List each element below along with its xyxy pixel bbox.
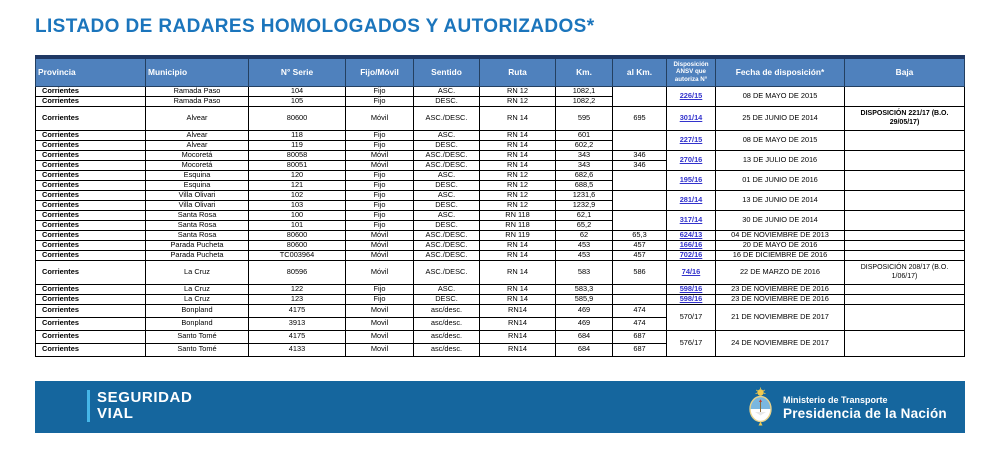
table-cell bbox=[667, 106, 716, 130]
column-header: Fecha de disposición* bbox=[716, 57, 845, 86]
ministry-label: Ministerio de Transporte bbox=[783, 394, 888, 405]
table-cell: Corrientes bbox=[36, 106, 146, 130]
column-header: Km. bbox=[556, 57, 613, 86]
table-cell: Santo Tomé bbox=[146, 343, 249, 356]
table-cell: RN 118 bbox=[480, 220, 556, 230]
table-cell: 4175 bbox=[249, 304, 346, 317]
table-cell: 682,6 bbox=[556, 170, 613, 180]
table-cell bbox=[845, 284, 965, 294]
table-cell: 13 DE JUNIO DE 2014 bbox=[716, 190, 845, 210]
table-cell: 474 bbox=[613, 317, 667, 330]
table-cell: 103 bbox=[249, 200, 346, 210]
table-cell bbox=[667, 210, 716, 230]
table-cell bbox=[613, 210, 667, 230]
disposition-link[interactable]: 270/16 bbox=[679, 154, 703, 164]
table-cell: Móvil bbox=[346, 240, 414, 250]
disposition-link[interactable]: 227/15 bbox=[679, 134, 703, 144]
table-cell: 08 DE MAYO DE 2015 bbox=[716, 130, 845, 150]
table-cell: 1082,2 bbox=[556, 96, 613, 106]
disposition-link[interactable]: 317/14 bbox=[679, 214, 703, 224]
table-cell: 343 bbox=[556, 160, 613, 170]
table-cell: ASC./DESC. bbox=[414, 230, 480, 240]
table-cell: RN14 bbox=[480, 317, 556, 330]
table-cell: 469 bbox=[556, 317, 613, 330]
table-row bbox=[36, 230, 965, 240]
table-cell: Móvil bbox=[346, 230, 414, 240]
column-header: N° Serie bbox=[249, 57, 346, 86]
table-cell: RN 14 bbox=[480, 240, 556, 250]
table-cell: Ramada Paso bbox=[146, 86, 249, 96]
table-cell: 602,2 bbox=[556, 140, 613, 150]
table-cell: Santo Tomé bbox=[146, 330, 249, 343]
table-cell: RN 14 bbox=[480, 140, 556, 150]
disposition-link[interactable]: 598/16 bbox=[679, 284, 703, 293]
table-cell bbox=[667, 260, 716, 284]
table-cell: Móvil bbox=[346, 150, 414, 160]
table-cell bbox=[845, 86, 965, 106]
table-cell: 119 bbox=[249, 140, 346, 150]
column-header: Provincia bbox=[36, 57, 146, 86]
table-cell: ASC./DESC. bbox=[414, 260, 480, 284]
table-cell: 62 bbox=[556, 230, 613, 240]
table-cell: 101 bbox=[249, 220, 346, 230]
table-cell: Corrientes bbox=[36, 96, 146, 106]
table-cell bbox=[613, 190, 667, 210]
table-cell bbox=[613, 170, 667, 190]
disposition-link[interactable]: 195/16 bbox=[679, 174, 703, 184]
table-cell: Santa Rosa bbox=[146, 210, 249, 220]
table-cell: 4133 bbox=[249, 343, 346, 356]
table-cell bbox=[667, 284, 716, 294]
table-cell: DESC. bbox=[414, 200, 480, 210]
column-header: Ruta bbox=[480, 57, 556, 86]
table-cell: 684 bbox=[556, 330, 613, 343]
table-cell: Alvear bbox=[146, 130, 249, 140]
table-cell: 80600 bbox=[249, 240, 346, 250]
table-cell: 23 DE NOVIEMBRE DE 2016 bbox=[716, 294, 845, 304]
table-cell: 457 bbox=[613, 250, 667, 260]
brand-accent-bar bbox=[87, 390, 90, 422]
table-cell bbox=[667, 130, 716, 150]
table-cell: Alvear bbox=[146, 106, 249, 130]
table-cell bbox=[845, 230, 965, 240]
table-cell: RN 14 bbox=[480, 294, 556, 304]
table-cell: Corrientes bbox=[36, 284, 146, 294]
table-cell: 684 bbox=[556, 343, 613, 356]
table-cell: RN 119 bbox=[480, 230, 556, 240]
table-cell: Bonpland bbox=[146, 304, 249, 317]
table-cell: Esquina bbox=[146, 180, 249, 190]
table-cell: 3913 bbox=[249, 317, 346, 330]
table-cell: DESC. bbox=[414, 294, 480, 304]
table-cell: RN 12 bbox=[480, 86, 556, 96]
table-cell: Corrientes bbox=[36, 260, 146, 284]
table-cell: Fijo bbox=[346, 294, 414, 304]
table-cell: DESC. bbox=[414, 140, 480, 150]
table-row bbox=[36, 210, 965, 220]
table-cell: RN 14 bbox=[480, 130, 556, 140]
table-cell: RN14 bbox=[480, 343, 556, 356]
table-cell: Mocoretá bbox=[146, 150, 249, 160]
table-cell: Mocoretá bbox=[146, 160, 249, 170]
table-cell: ASC./DESC. bbox=[414, 240, 480, 250]
table-cell: Villa Olivari bbox=[146, 200, 249, 210]
table-cell: Corrientes bbox=[36, 294, 146, 304]
table-cell: Santa Rosa bbox=[146, 220, 249, 230]
table-cell bbox=[667, 190, 716, 210]
table-row bbox=[36, 150, 965, 160]
table-cell: 576/17 bbox=[667, 330, 716, 356]
table-cell: 120 bbox=[249, 170, 346, 180]
disposition-link[interactable]: 598/16 bbox=[679, 294, 703, 303]
table-cell: 08 DE MAYO DE 2015 bbox=[716, 86, 845, 106]
table-row bbox=[36, 170, 965, 180]
column-header: Disposición ANSV que autoriza N° bbox=[667, 57, 716, 86]
table-cell: 104 bbox=[249, 86, 346, 96]
table-row bbox=[36, 240, 965, 250]
table-cell bbox=[845, 240, 965, 250]
footer-bar bbox=[35, 381, 965, 433]
table-row bbox=[36, 250, 965, 260]
table-cell: La Cruz bbox=[146, 284, 249, 294]
table-cell: RN 14 bbox=[480, 160, 556, 170]
table-cell: 1082,1 bbox=[556, 86, 613, 96]
table-cell bbox=[613, 294, 667, 304]
disposition-link[interactable]: 281/14 bbox=[679, 194, 703, 204]
table-cell: ASC./DESC. bbox=[414, 150, 480, 160]
brand-line-2: VIAL bbox=[97, 405, 134, 422]
table-cell: 583 bbox=[556, 260, 613, 284]
table-cell: Fijo bbox=[346, 210, 414, 220]
table-cell: Corrientes bbox=[36, 180, 146, 190]
table-cell: Corrientes bbox=[36, 220, 146, 230]
table-cell: 100 bbox=[249, 210, 346, 220]
table-cell bbox=[667, 86, 716, 106]
table-cell: Fijo bbox=[346, 170, 414, 180]
table-cell: Parada Pucheta bbox=[146, 240, 249, 250]
table-cell: asc/desc. bbox=[414, 317, 480, 330]
table-cell: Corrientes bbox=[36, 343, 146, 356]
table-row bbox=[36, 284, 965, 294]
table-cell: 80596 bbox=[249, 260, 346, 284]
table-cell: 13 DE JULIO DE 2016 bbox=[716, 150, 845, 170]
table-cell: Móvil bbox=[346, 260, 414, 284]
table-body bbox=[36, 86, 965, 356]
table-cell: Corrientes bbox=[36, 86, 146, 96]
table-cell bbox=[845, 150, 965, 170]
table-row bbox=[36, 190, 965, 200]
table-cell: 01 DE JUNIO DE 2016 bbox=[716, 170, 845, 190]
table-cell bbox=[845, 190, 965, 210]
table-cell bbox=[845, 294, 965, 304]
table-cell: 80600 bbox=[249, 230, 346, 240]
table-cell: RN 12 bbox=[480, 180, 556, 190]
column-header: al Km. bbox=[613, 57, 667, 86]
table-cell: 04 DE NOVIEMBRE DE 2013 bbox=[716, 230, 845, 240]
table-cell: 453 bbox=[556, 240, 613, 250]
table-cell: 23 DE NOVIEMBRE DE 2016 bbox=[716, 284, 845, 294]
table-cell: 65,2 bbox=[556, 220, 613, 230]
table-cell: 583,3 bbox=[556, 284, 613, 294]
table-cell bbox=[667, 250, 716, 260]
table-header bbox=[36, 57, 965, 86]
government-identity bbox=[747, 387, 947, 428]
table-cell: ASC. bbox=[414, 190, 480, 200]
disposition-link[interactable]: 702/16 bbox=[679, 250, 703, 259]
table-cell: 4175 bbox=[249, 330, 346, 343]
table-cell: Santa Rosa bbox=[146, 230, 249, 240]
table-cell: 80600 bbox=[249, 106, 346, 130]
table-cell: Fijo bbox=[346, 96, 414, 106]
table-cell bbox=[845, 170, 965, 190]
column-header: Fijo/Móvil bbox=[346, 57, 414, 86]
table-row bbox=[36, 294, 965, 304]
table-cell: Corrientes bbox=[36, 330, 146, 343]
table-cell: RN 14 bbox=[480, 260, 556, 284]
table-cell: Fijo bbox=[346, 86, 414, 96]
table-cell: DISPOSICIÓN 208/17 (B.O. 1/06/17) bbox=[845, 260, 965, 284]
table-row bbox=[36, 330, 965, 343]
table-cell bbox=[667, 240, 716, 250]
table-cell bbox=[613, 86, 667, 106]
column-header: Municipio bbox=[146, 57, 249, 86]
table-cell: 121 bbox=[249, 180, 346, 190]
table-cell: Corrientes bbox=[36, 240, 146, 250]
radar-table bbox=[35, 55, 965, 357]
table-cell: RN 14 bbox=[480, 250, 556, 260]
table-row bbox=[36, 130, 965, 140]
brand-line-1: SEGURIDAD bbox=[97, 389, 193, 406]
table-cell: RN 14 bbox=[480, 284, 556, 294]
table-cell: Corrientes bbox=[36, 150, 146, 160]
table-cell: Bonpland bbox=[146, 317, 249, 330]
table-cell: 80058 bbox=[249, 150, 346, 160]
table-cell: 343 bbox=[556, 150, 613, 160]
table-cell: DESC. bbox=[414, 96, 480, 106]
table-cell: Móvil bbox=[346, 106, 414, 130]
table-cell: DESC. bbox=[414, 180, 480, 190]
table-cell bbox=[667, 150, 716, 170]
table-cell: Movil bbox=[346, 317, 414, 330]
table-cell: 687 bbox=[613, 330, 667, 343]
table-cell: Fijo bbox=[346, 220, 414, 230]
table-cell: 474 bbox=[613, 304, 667, 317]
table-cell: asc/desc. bbox=[414, 343, 480, 356]
table-cell: RN 118 bbox=[480, 210, 556, 220]
table-cell: 469 bbox=[556, 304, 613, 317]
table-cell: 688,5 bbox=[556, 180, 613, 190]
table-cell: 22 DE MARZO DE 2016 bbox=[716, 260, 845, 284]
table-cell: Corrientes bbox=[36, 250, 146, 260]
table-cell: TC003964 bbox=[249, 250, 346, 260]
table-row bbox=[36, 106, 965, 130]
table-cell: 20 DE MAYO DE 2016 bbox=[716, 240, 845, 250]
table-cell: RN 12 bbox=[480, 96, 556, 106]
table-cell: 102 bbox=[249, 190, 346, 200]
coat-of-arms-icon bbox=[747, 387, 774, 428]
table-cell bbox=[667, 294, 716, 304]
table-cell: 346 bbox=[613, 150, 667, 160]
table-cell bbox=[845, 330, 965, 356]
page-title: LISTADO DE RADARES HOMOLOGADOS Y AUTORIZADOS* bbox=[35, 16, 595, 37]
table-cell: 25 DE JUNIO DE 2014 bbox=[716, 106, 845, 130]
table-cell: DISPOSICIÓN 221/17 (B.O. 29/05/17) bbox=[845, 106, 965, 130]
table-cell: asc/desc. bbox=[414, 304, 480, 317]
table-cell: Alvear bbox=[146, 140, 249, 150]
table-cell: RN 14 bbox=[480, 150, 556, 160]
table-cell bbox=[667, 170, 716, 190]
table-row bbox=[36, 260, 965, 284]
table-row bbox=[36, 86, 965, 96]
table-cell: Corrientes bbox=[36, 210, 146, 220]
table-cell bbox=[845, 304, 965, 330]
table-cell: Villa Olivari bbox=[146, 190, 249, 200]
table-cell: RN 12 bbox=[480, 200, 556, 210]
table-cell: Ramada Paso bbox=[146, 96, 249, 106]
table-cell bbox=[613, 130, 667, 150]
table-cell: asc/desc. bbox=[414, 330, 480, 343]
disposition-link[interactable]: 74/16 bbox=[681, 266, 701, 276]
table-cell: Corrientes bbox=[36, 140, 146, 150]
disposition-link[interactable]: 301/14 bbox=[679, 112, 703, 122]
table-cell: Fijo bbox=[346, 130, 414, 140]
table-cell: RN 14 bbox=[480, 106, 556, 130]
table-cell: Fijo bbox=[346, 140, 414, 150]
table-cell: 586 bbox=[613, 260, 667, 284]
table-cell: 453 bbox=[556, 250, 613, 260]
table-cell: 346 bbox=[613, 160, 667, 170]
table-cell: Parada Pucheta bbox=[146, 250, 249, 260]
table-cell: ASC./DESC. bbox=[414, 160, 480, 170]
table-cell: Fijo bbox=[346, 180, 414, 190]
table-cell: RN14 bbox=[480, 304, 556, 317]
disposition-link[interactable]: 624/13 bbox=[679, 230, 703, 239]
table-cell bbox=[845, 130, 965, 150]
table-cell: Corrientes bbox=[36, 130, 146, 140]
table-cell: 123 bbox=[249, 294, 346, 304]
table-cell: Móvil bbox=[346, 160, 414, 170]
table-cell: La Cruz bbox=[146, 260, 249, 284]
table-cell: Corrientes bbox=[36, 190, 146, 200]
table-cell: Móvil bbox=[346, 250, 414, 260]
table-cell: Fijo bbox=[346, 190, 414, 200]
table-cell bbox=[613, 284, 667, 294]
table-cell: ASC./DESC. bbox=[414, 250, 480, 260]
table-cell: 65,3 bbox=[613, 230, 667, 240]
table-cell: 1231,6 bbox=[556, 190, 613, 200]
table-cell: Fijo bbox=[346, 284, 414, 294]
table-cell: ASC. bbox=[414, 210, 480, 220]
table-cell: 62,1 bbox=[556, 210, 613, 220]
presidency-label: Presidencia de la Nación bbox=[783, 405, 947, 421]
table-cell: 118 bbox=[249, 130, 346, 140]
table-cell bbox=[845, 250, 965, 260]
table-cell: 21 DE NOVIEMBRE DE 2017 bbox=[716, 304, 845, 330]
header-row bbox=[36, 57, 965, 86]
table-cell: RN 12 bbox=[480, 170, 556, 180]
table-cell bbox=[845, 210, 965, 230]
table-cell: 601 bbox=[556, 130, 613, 140]
table-cell: 24 DE NOVIEMBRE DE 2017 bbox=[716, 330, 845, 356]
table-cell: Esquina bbox=[146, 170, 249, 180]
table-cell: ASC./DESC. bbox=[414, 106, 480, 130]
table-cell: 695 bbox=[613, 106, 667, 130]
table-cell: RN 12 bbox=[480, 190, 556, 200]
table-cell: 585,9 bbox=[556, 294, 613, 304]
table-cell: Corrientes bbox=[36, 304, 146, 317]
table-cell: ASC. bbox=[414, 130, 480, 140]
table-cell: Corrientes bbox=[36, 317, 146, 330]
table-cell: ASC. bbox=[414, 170, 480, 180]
seguridad-vial-logo bbox=[87, 390, 192, 422]
table-cell: 457 bbox=[613, 240, 667, 250]
table-cell: 1232,9 bbox=[556, 200, 613, 210]
table-cell: 30 DE JUNIO DE 2014 bbox=[716, 210, 845, 230]
table-cell: Movil bbox=[346, 343, 414, 356]
table-cell: Movil bbox=[346, 304, 414, 317]
table-cell: 570/17 bbox=[667, 304, 716, 330]
table-cell: Corrientes bbox=[36, 160, 146, 170]
column-header: Baja bbox=[845, 57, 965, 86]
disposition-link[interactable]: 166/16 bbox=[679, 240, 703, 249]
table-cell: 105 bbox=[249, 96, 346, 106]
table-cell: Corrientes bbox=[36, 200, 146, 210]
table-cell: DESC. bbox=[414, 220, 480, 230]
disposition-link[interactable]: 226/15 bbox=[679, 90, 703, 100]
table-cell: Fijo bbox=[346, 200, 414, 210]
column-header: Sentido bbox=[414, 57, 480, 86]
table-cell: 80051 bbox=[249, 160, 346, 170]
table-cell: Corrientes bbox=[36, 230, 146, 240]
table-cell: 687 bbox=[613, 343, 667, 356]
table-cell: RN14 bbox=[480, 330, 556, 343]
table-cell: 16 DE DICIEMBRE DE 2016 bbox=[716, 250, 845, 260]
table-cell: 122 bbox=[249, 284, 346, 294]
table-row bbox=[36, 304, 965, 317]
table-cell: 595 bbox=[556, 106, 613, 130]
table-cell: ASC. bbox=[414, 86, 480, 96]
table-cell: Corrientes bbox=[36, 170, 146, 180]
table-cell: La Cruz bbox=[146, 294, 249, 304]
table-cell bbox=[667, 230, 716, 240]
table-cell: ASC. bbox=[414, 284, 480, 294]
table-cell: Movil bbox=[346, 330, 414, 343]
